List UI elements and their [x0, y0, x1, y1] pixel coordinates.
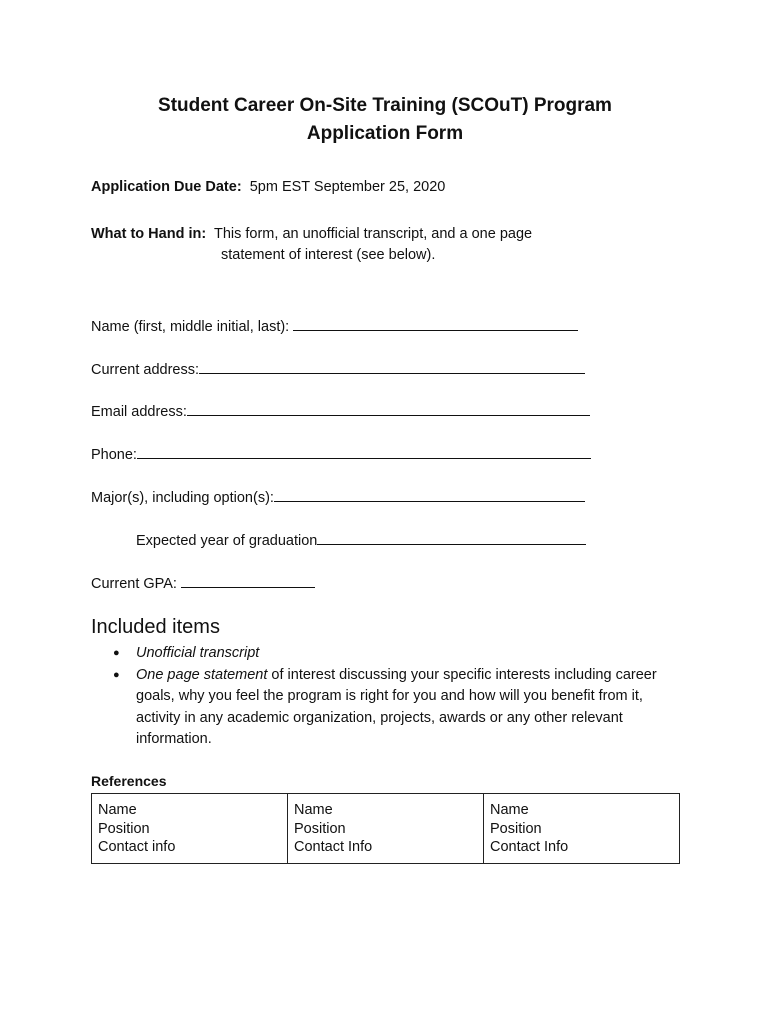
due-date-value: 5pm EST September 25, 2020: [249, 179, 446, 195]
reference-cell[interactable]: [288, 794, 484, 864]
reference-contact: Contact Info: [490, 839, 569, 855]
gpa-blank[interactable]: [181, 573, 315, 588]
email-field[interactable]: [91, 401, 590, 422]
hand-in-label: What to Hand in:: [91, 226, 207, 242]
name-field[interactable]: [91, 316, 578, 337]
major-field[interactable]: [91, 487, 585, 508]
phone-blank[interactable]: [137, 444, 591, 459]
list-item-emphasis: One page statement: [136, 666, 268, 683]
form-title: Student Career On-Site Training (SCOuT) Program: [158, 95, 612, 116]
reference-name: Name: [294, 802, 333, 818]
email-label: Email address:: [91, 404, 187, 420]
address-blank[interactable]: [199, 359, 585, 374]
reference-cell[interactable]: [484, 794, 680, 864]
due-date-label: Application Due Date:: [91, 179, 242, 195]
reference-position: Position: [98, 820, 150, 837]
graduation-blank[interactable]: [317, 530, 586, 545]
list-item-text: of interest discussing your specific interests including career goals, why you feel the program is right for you and how will you benefit from it, activity in any academic organization, projects, awards or any other relevant information.: [136, 666, 657, 747]
gpa-field[interactable]: [91, 573, 315, 594]
reference-cell[interactable]: [92, 794, 288, 864]
phone-field[interactable]: [91, 444, 591, 465]
due-date-row: [91, 177, 445, 197]
list-item: [91, 643, 691, 665]
bullet-icon: ●: [113, 668, 120, 681]
hand-in-value: This form, an unofficial transcript, and a one page: [213, 226, 533, 242]
reference-position: Position: [490, 820, 542, 837]
gpa-label: Current GPA:: [91, 576, 177, 592]
references-heading: References: [91, 773, 167, 789]
email-blank[interactable]: [187, 401, 590, 416]
name-label: Name (first, middle initial, last):: [91, 319, 290, 335]
included-items-heading: Included items: [91, 616, 220, 638]
major-label: Major(s), including option(s):: [91, 490, 274, 506]
hand-in-row: [91, 224, 532, 244]
list-item-text: Unofficial transcript: [136, 645, 260, 661]
name-blank[interactable]: [293, 316, 578, 331]
address-field[interactable]: [91, 359, 585, 380]
reference-contact: Contact info: [98, 839, 176, 855]
reference-contact: Contact Info: [294, 839, 373, 855]
phone-label: Phone:: [91, 447, 137, 463]
reference-name: Name: [490, 802, 529, 818]
form-subtitle: Application Form: [306, 123, 464, 144]
address-label: Current address:: [91, 362, 199, 378]
list-item: [91, 665, 691, 751]
hand-in-value-continued: statement of interest (see below).: [221, 247, 436, 263]
reference-position: Position: [294, 820, 346, 837]
bullet-icon: ●: [113, 647, 120, 659]
references-table: [91, 793, 680, 864]
included-items-list: [91, 643, 691, 751]
graduation-label: Expected year of graduation: [136, 533, 318, 549]
graduation-field[interactable]: [136, 530, 586, 551]
reference-name: Name: [98, 802, 137, 818]
major-blank[interactable]: [274, 487, 585, 502]
